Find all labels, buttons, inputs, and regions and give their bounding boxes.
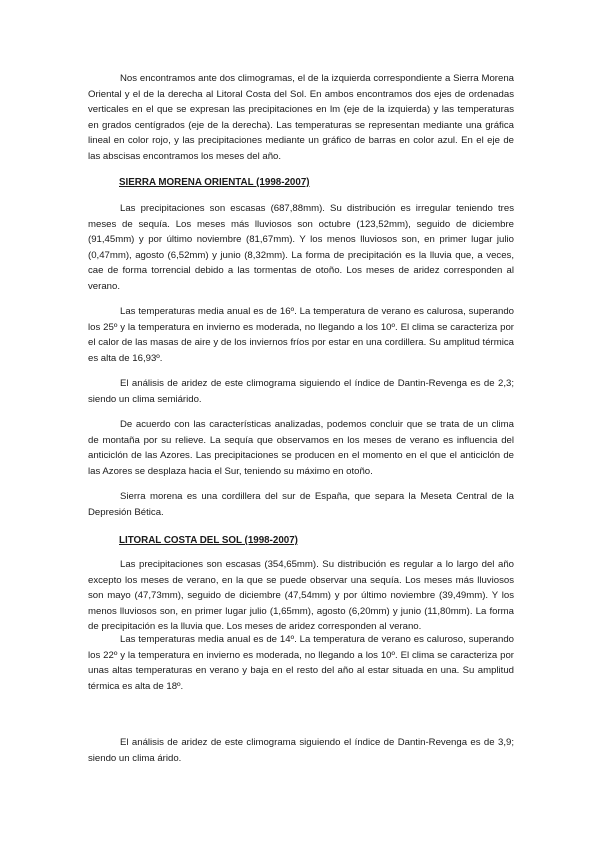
- costa-aridity-paragraph: El análisis de aridez de este climograma siguiendo el índice de Dantin-Revenga es de 3,9; siendo un clima árido.: [88, 737, 514, 764]
- section-heading-sierra-morena: SIERRA MORENA ORIENTAL (1998-2007): [119, 177, 310, 188]
- sierra-aridity-paragraph: El análisis de aridez de este climograma siguiendo el índice de Dantin-Revenga es de 2,3; siendo un clima semiárido.: [88, 378, 514, 405]
- intro-paragraph: Nos encontramos ante dos climogramas, el de la izquierda correspondiente a Sierra Morena Oriental y el de la derecha al Litoral Costa del Sol. En ambos encontramos dos ejes de ordenadas verticales en el que se expresan las precipitaciones en lm (eje de la izquierda) y las temperaturas en grados centígrados (eje de la derecha). Las temperaturas se representan mediante una gráfica lineal en color rojo, y las precipitaciones mediante un gráfico de barras en color azul. En el eje de las abscisas encontramos los meses del año.: [88, 73, 514, 162]
- costa-temperature-paragraph: Las temperaturas media anual es de 14º. La temperatura de verano es caluroso, superando los 22º y la temperatura en invierno es moderada, no llegando a los 10º. El clima se caracteriza por unas altas temperaturas en verano y baja en el resto del año al estar situada en una. Su amplitud térmica es alta de 18º.: [88, 634, 514, 692]
- costa-precipitation-paragraph: Las precipitaciones son escasas (354,65mm). Su distribución es regular a lo largo del año excepto los meses de verano, en la que se puede observar una sequía. Los meses más lluviosos son mayo (47,73mm), seguido de diciembre (47,54mm) y por último noviembre (39,49mm). Y los menos lluviosos son, en primer lugar julio (1,65mm), agosto (6,20mm) y junio (11,80mm). La forma de precipitación es la lluvia que. Los meses de aridez corresponden al verano.: [88, 559, 514, 632]
- section-heading-costa-del-sol: LITORAL COSTA DEL SOL (1998-2007): [119, 535, 298, 546]
- sierra-conclusion-paragraph: De acuerdo con las características analizadas, podemos concluir que se trata de un clima de montaña por su relieve. La sequía que observamos en los meses de verano es influencia del anticiclón de las Azores. Las precipitaciones se producen en el momento en el que el anticiclón de las Azores se desplaza hacia el Sur, teniendo su máximo en otoño.: [88, 419, 514, 477]
- sierra-temperature-paragraph: Las temperaturas media anual es de 16º. La temperatura de verano es calurosa, superando los 25º y la temperatura en invierno es moderada, no llegando a los 10º. El clima se caracteriza por el calor de las masas de aire y de los inviernos fríos por estar en una cordillera. Su amplitud térmica es alta de 16,93º.: [88, 306, 514, 364]
- sierra-location-paragraph: Sierra morena es una cordillera del sur de España, que separa la Meseta Central de la Depresión Bética.: [88, 491, 514, 518]
- sierra-precipitation-paragraph: Las precipitaciones son escasas (687,88mm). Su distribución es irregular teniendo tres meses de sequía. Los meses más lluviosos son octubre (123,52mm), seguido de diciembre (91,45mm) y por último noviembre (81,67mm). Y los menos lluviosos son, en primer lugar julio (0,47mm), agosto (6,52mm) y junio (8,32mm). La forma de precipitación es la lluvia que, a veces, cae de forma torrencial debido a las tormentas de otoño. Los meses de aridez corresponden al verano.: [88, 203, 514, 292]
